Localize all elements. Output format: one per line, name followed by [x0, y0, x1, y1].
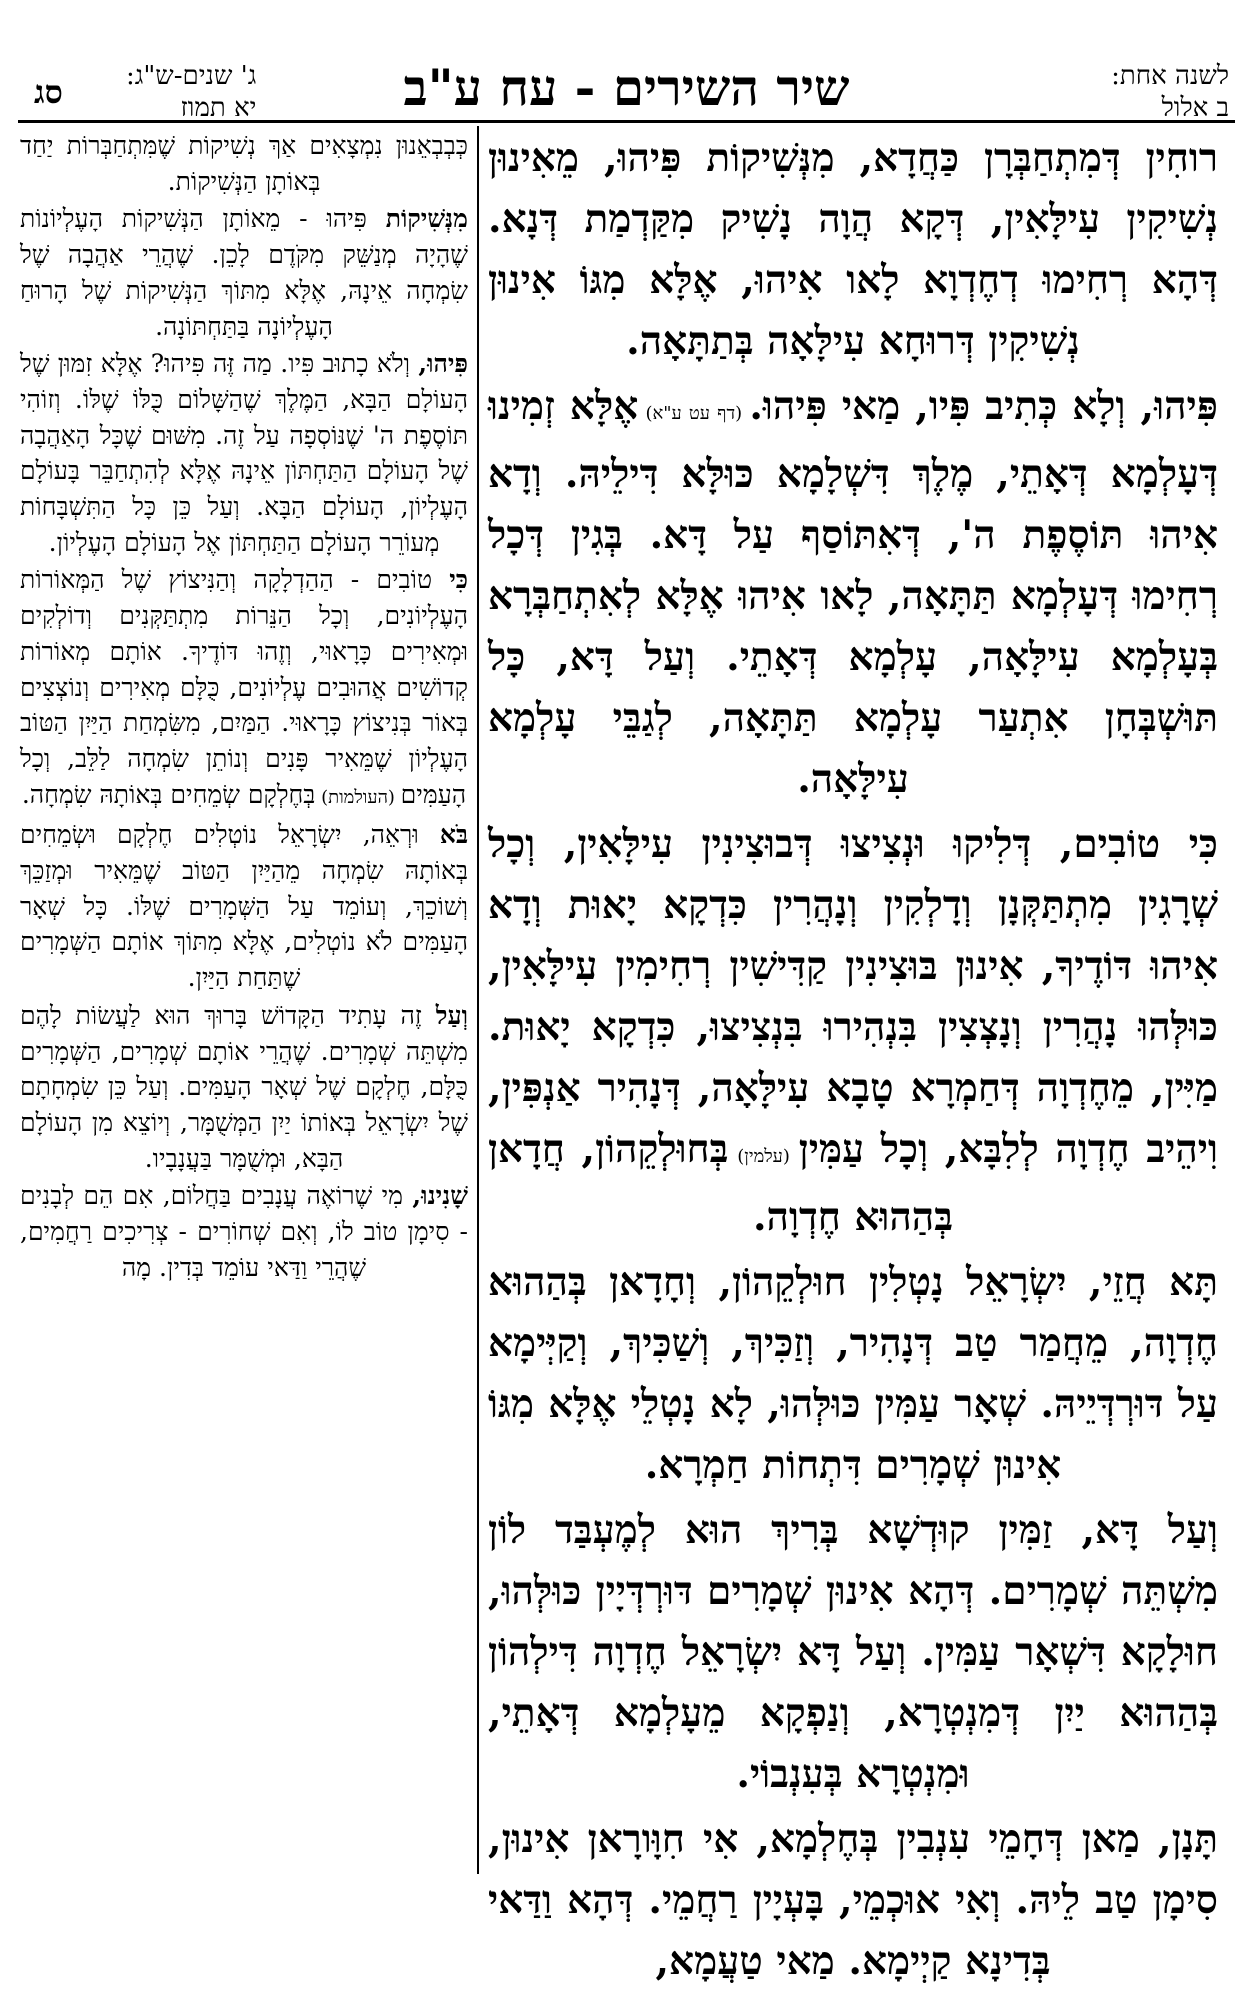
paragraph-lead-word: שָׁנִינוּ, — [412, 1181, 468, 1211]
paragraph-text: וְלָא כְּתִיב פִּיו, מַאי פִּיהוּ. — [749, 383, 1141, 429]
paragraph-text: מַאן דְּחָמֵי עִנְבִין בְּחֶלְמָא, אִי חִוָּורָאן אִינוּן, סִימָן טַב לֵיהּ. וְאִי אוּכְמֵי, בָּעְיָין רַחֲמֵי. דְּהָא וַדַּאי בְּדִינָא קַיְימָא. מַאי טַעֲמָא, — [488, 1816, 1218, 1984]
paragraph-lead-word: פִּיהוּ, — [1140, 383, 1218, 429]
paragraph-text: וְלֹא כָתוּב פִּיו. מַה זֶּה פִּיהוּ? אֶלָּא זִמּוּן שֶׁל הָעוֹלָם הַבָּא, הַמֶּלֶךְ שֶׁהַשָּׁלוֹם כֻּלּוֹ שֶׁלּוֹ. וְזוֹהִי תּוֹסֶפֶת ה' שֶׁנּוֹסְפָה עַל זֶה. מִשּׁוּם שֶׁכָּל הָאַהֲבָה שֶׁל הָעוֹלָם הַתַּחְתּוֹן אֵינָהּ אֶלָּא לְהִתְחַבֵּר בָּעוֹלָם הָעֶלְיוֹן, הָעוֹלָם הַבָּא. וְעַל כֵּן כָּל הַתִּשְׁבָּחוֹת מְעוֹרֵר הָעוֹלָם הַתַּחְתּוֹן אֶל הָעוֹלָם הָעֶלְיוֹן. — [20, 349, 468, 557]
paragraph-lead-word: תָּנָן, — [1158, 1816, 1218, 1862]
schedule-date: ב אלול — [1161, 93, 1229, 123]
main-aramaic-column — [488, 128, 1218, 1984]
paragraph-text: זֶה עָתִיד הַקָּדוֹשׁ בָּרוּךְ הוּא לַעֲשׂוֹת לָהֶם מִשְׁתֵּה שְׁמָרִים. שֶׁהֲרֵי אוֹתָם שְׁמָרִים, הַשְּׁמָרִים כֻּלָּם, חֶלְקָם שֶׁל שְׁאָר הָעַמִּים. וְעַל כֵּן שִׂמְחָתָם שֶׁל יִשְׂרָאֵל בְּאוֹתוֹ יַיִן הַמְּשֻׁמָּר, וְיוֹצֵא מִן הָעוֹלָם הַבָּא, וּמְשֻׁמָּר בַּעֲנָבָיו. — [20, 1000, 468, 1173]
paragraph-text: אֶלָּא זְמִינוּ דְּעָלְמָא דְּאָתֵי, מֶלֶךְ דִּשְׁלָמָא כּוּלָּא דִּילֵיהּ. וְדָא אִיהוּ תּוֹסֶפֶת ה', דְּאִתּוֹסַף עַל דָּא. בְּגִין דְּכָל רְחִימוּ דְּעָלְמָא תַּתָּאָה, לָאו אִיהוּ אֶלָּא לְאִתְחַבְּרָא בְּעָלְמָא עִילָּאָה, עָלְמָא דְּאָתֵי. וְעַל דָּא, כָּל תּוּשְׁבְּחָן אִתְעַר עָלְמָא תַּתָּאָה, לְגַבֵּי עָלְמָא עִילָּאָה. — [488, 383, 1218, 802]
paragraph-text: בְּחוּלְקֵהוֹן, חֲדָאן בְּהַהוּא חֶדְוָה. — [488, 1126, 954, 1240]
paragraph-text: דָּא, זַמִּין קוּדְשָׁא בְּרִיךְ הוּא לְמֶעְבַּד לוֹן מִשְׁתֵּה שְׁמָרִים. דְּהָא אִינוּן שְׁמָרִים דּוּרְדְּיָין כּוּלְּהוּ, חוּלָקָא דִּשְׁאָר עַמִּין. וְעַל דָּא יִשְׂרָאֵל חֶדְוָה דִּילְהוֹן בְּהַהוּא יַיִן דְּמִנְטְרָא, וְנַפְקָא מֵעָלְמָא דְּאָתֵי, וּמִנְטְרָא בְּעִנְבוֹי. — [488, 1507, 1218, 1797]
main-paragraph — [488, 1500, 1218, 1805]
commentary-paragraph — [20, 346, 468, 560]
main-paragraph — [488, 128, 1218, 372]
variant-reading-note: (העולמות) — [315, 786, 401, 808]
paragraph-text: מִי שֶׁרוֹאֶה עֲנָבִים בַּחֲלוֹם, אִם הֵם לְבָנִים - סִימָן טוֹב לוֹ, וְאִם שְׁחוֹרִים - צְרִיכִים רַחֲמִים, שֶׁהֲרֵי וַדַּאי עוֹמֵד בְּדִין. מָה — [20, 1181, 468, 1282]
daily-study-schedule-three-year — [126, 60, 256, 124]
paragraph-lead-word: פִּיהוּ, — [418, 349, 468, 379]
paragraph-lead-word: תָּא — [1169, 1259, 1218, 1305]
paragraph-text: טוֹבִים, דְּלִיקוּ וּנְצִיצוּ דְּבוּצִינִין עִילָּאִין, וְכָל שְׁרָגִין מִתְתַּקְּנָן וְדָלְקִין וְנָהֲרִין כִּדְקָא יָאוּת וְדָא אִיהוּ דּוֹדֶיךָ, אִינוּן בּוּצִינִין קַדִּישִׁין רְחִימִין עִילָּאִין, כּוּלְּהוּ נָהֲרִין וְנָצְצִין בִּנְהִירוּ בִּנְצִיצוּ, כִּדְקָא יָאוּת. מַיִּין, מֵחֶדְוָה דְּחַמְרָא טָבָא עִילָּאָה, דְּנָהִיר אַנְפִּין, וִיהֵיב חֶדְוָה לְלִבָּא, וְכָל עַמִּין — [488, 821, 1218, 1172]
schedule-label: ג' שנים-ש"ג: — [126, 61, 257, 91]
commentary-paragraph — [20, 817, 468, 996]
column-divider — [477, 126, 479, 1874]
hebrew-commentary-column — [20, 128, 468, 1874]
paragraph-lead-word: מִנְּשִׁיקוֹת — [385, 204, 468, 234]
paragraph-text: וּרְאֵה, יִשְׂרָאֵל נוֹטְלִים חֶלְקָם וּשְׂמֵחִים בְּאוֹתָהּ שִׂמְחָה מֵהַיַּיִן הַטּוֹב שֶׁמֵּאִיר וּמְזַכֵּךְ וְשׁוֹכֵךְ, וְעוֹמֵד עַל הַשְּׁמָרִים שֶׁלּוֹ. כָּל שְׁאָר הָעַמִּים לֹא נוֹטְלִים, אֶלָּא מִתּוֹךְ אוֹתָם הַשְּׁמָרִים שֶׁתַּחַת הַיַּיִן. — [20, 820, 468, 993]
commentary-paragraph — [20, 128, 468, 199]
paragraph-text: כְּבְבְאֵנוּן נִמְצָאִים אַךְ נְשִׁיקוֹת שֶׁמִּתְחַבְּרוֹת יַחַד בְּאוֹתָן הַנְּשִׁיקוֹת. — [20, 131, 468, 196]
paragraph-lead-word: כִּי — [449, 565, 468, 595]
main-paragraph — [488, 1252, 1218, 1496]
paragraph-text: פִּיהוּ - מֵאוֹתָן הַנְּשִׁיקוֹת הָעֶלְיוֹנוֹת שֶׁהָיָה מְנַשֵּׁק מִקֹּדֶם לָכֵן. שֶׁהֲרֵי אַהֲבָה שֶׁל שִׂמְחָה אֵינָהּ, אֶלָּא מִתּוֹךְ הַנְּשִׁיקוֹת שֶׁל הָרוּחַ הָעֶלְיוֹנָה בַּתַּחְתּוֹנָה. — [20, 204, 468, 341]
paragraph-lead-word: כִּי — [1188, 821, 1218, 867]
page-number: סג — [34, 73, 63, 111]
page-header — [20, 28, 1233, 123]
commentary-paragraph — [20, 998, 468, 1177]
main-paragraph — [488, 1809, 1218, 1992]
paragraph-lead-word: בֹּא — [439, 820, 468, 850]
main-paragraph — [488, 376, 1218, 810]
commentary-paragraph — [20, 1178, 468, 1285]
paragraph-text: בְּחֶלְקָם שְׂמֵחִים בְּאוֹתָהּ שִׂמְחָה. — [21, 779, 316, 809]
commentary-paragraph — [20, 562, 468, 815]
variant-reading-note: (עלמין) — [728, 1146, 799, 1167]
paragraph-lead-word: וְעַל — [435, 1000, 468, 1030]
paragraph-text: רוחִין דְּמִתְחַבְּרָן כַּחֲדָא, מִנְּשִׁיקוֹת פִּיהוּ, מֵאִינוּן נְשִׁיקִין עִילָּאִין, דְּקָא הֲוָה נָשִׁיק מִקַּדְמַת דְּנָא. דְּהָא רְחִימוּ דְחֶדְוָא לָאו אִיהוּ, אֶלָּא מִגּוֹ אִינוּן נְשִׁיקִין דְּרוּחָא עִילָּאָה בְּתַתָּאָה. — [488, 135, 1218, 364]
schedule-label: לשנה אחת: — [1111, 61, 1229, 91]
paragraph-lead-word: וְעַל — [1167, 1507, 1218, 1553]
header-divider — [18, 120, 1235, 123]
paragraph-text: חֲזֵי, יִשְׂרָאֵל נָטְלִין חוּלְקֵהוֹן, וְחָדָאן בְּהַהוּא חֶדְוָה, מֵחֲמַר טַב דְּנָהִיר, וְזַכִּיךְ, וְשַׁכִּיךְ, וְקַיְּימָא עַל דּוּרְדְּיֵיהּ. שְׁאָר עַמִּין כּוּלְּהוּ, לָא נָטְלֵי אֶלָּא מִגּוֹ אִינוּן שְׁמָרִים דִּתְחוֹת חַמְרָא. — [488, 1259, 1218, 1488]
paragraph-text: טוֹבִים - הַהַדְלָקָה וְהַנִּיצוֹץ שֶׁל הַמְּאוֹרוֹת הָעֶלְיוֹנִים, וְכָל הַנֵּרוֹת מִתְתַּקְּנִים וְדוֹלְקִים וּמְאִירִים כָּרָאוּי, וְזֶהוּ דּוֹדֶיךָ. אוֹתָם מְאוֹרוֹת קְדוֹשִׁים אֲהוּבִים עֶלְיוֹנִים, כֻּלָּם מְאִירִים וְנוֹצְצִים בְּאוֹר בְּנִיצוֹץ כָּרָאוּי. הַמַּיִם, מִשִּׂמְחַת הַיַּיִן הַטּוֹב הָעֶלְיוֹן שֶׁמֵּאִיר פָּנִים וְנוֹתֵן שִׂמְחָה לַלֵּב, וְכָל הָעַמִּים — [20, 565, 468, 809]
page-reference-note: (דף עט ע"א) — [638, 403, 750, 424]
commentary-paragraph — [20, 201, 468, 344]
page-title: שיר השירים - עח ע"ב — [403, 58, 850, 117]
main-paragraph — [488, 814, 1218, 1248]
schedule-date: יא תמוז — [180, 93, 257, 123]
